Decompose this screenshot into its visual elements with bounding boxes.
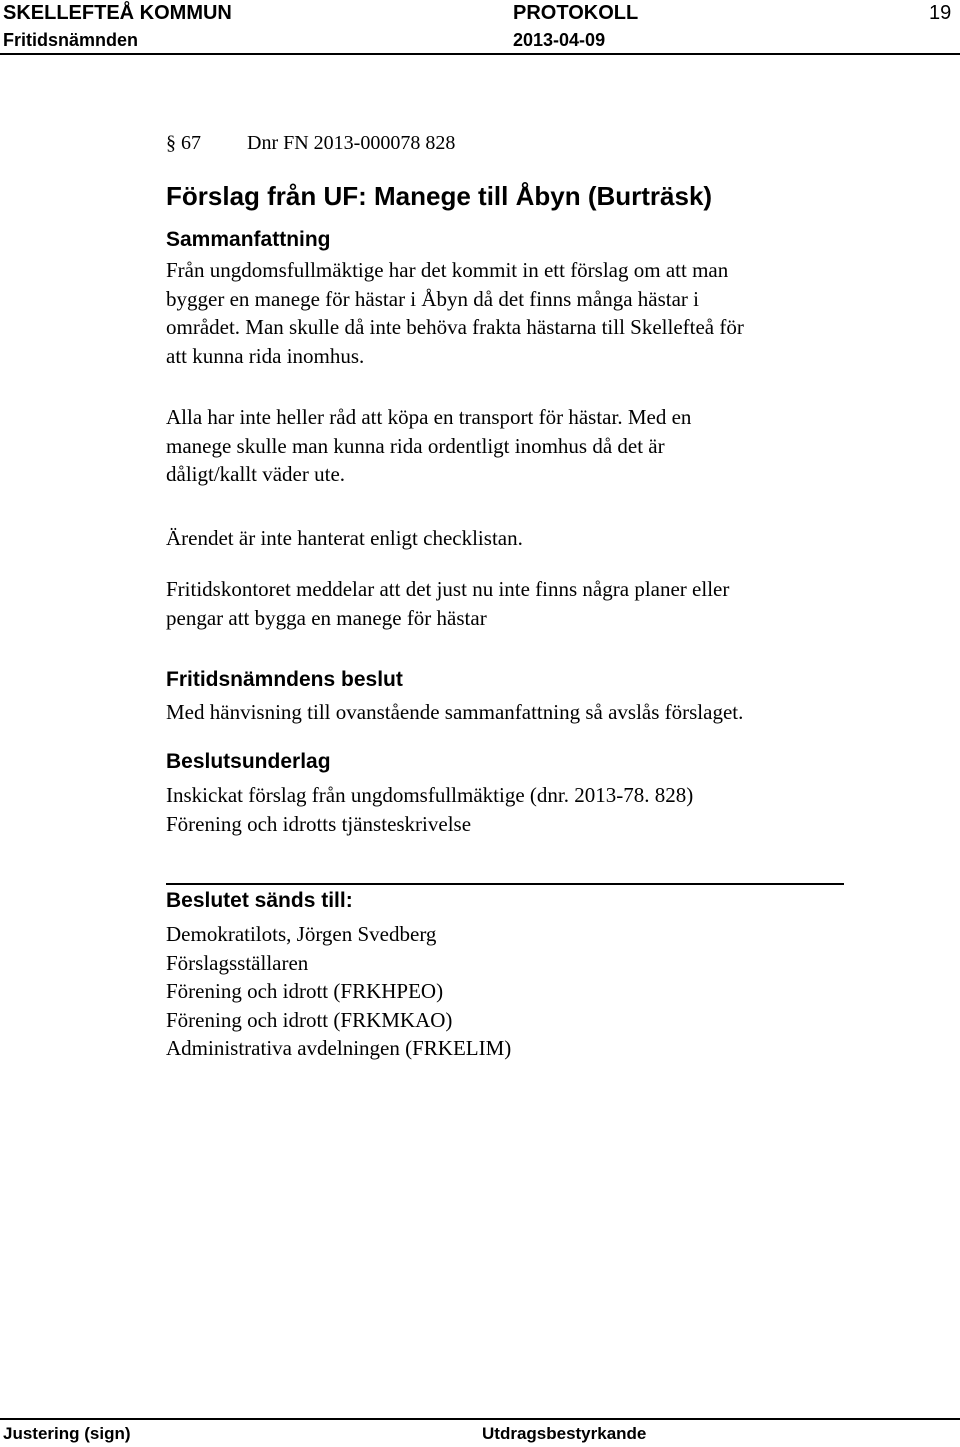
- recipient-list: [166, 920, 511, 1063]
- sent-to-heading: Beslutet sänds till:: [166, 889, 353, 912]
- text-line: bygger en manege för hästar i Åbyn då det finns många hästar i: [166, 286, 699, 311]
- recipient-item: Förslagsställaren: [166, 950, 309, 975]
- text-line: Alla har inte heller råd att köpa en transport för hästar. Med en: [166, 405, 692, 429]
- meeting-date: 2013-04-09: [513, 30, 606, 50]
- recipient-item: Förening och idrott (FRKMKAO): [166, 1007, 453, 1032]
- summary-heading: Sammanfattning: [166, 228, 331, 251]
- committee-name: Fritidsnämnden: [3, 30, 139, 50]
- summary-paragraph-3: Ärendet är inte hanterat enligt checklistan.: [166, 526, 523, 550]
- text-line: att kunna rida inomhus.: [166, 343, 365, 368]
- decision-heading: Fritidsnämndens beslut: [166, 668, 403, 691]
- case-reference: [166, 129, 455, 158]
- text-line: dåligt/kallt väder ute.: [166, 462, 346, 486]
- decision-text: Med hänvisning till ovanstående sammanfattning så avslås förslaget.: [166, 700, 744, 724]
- paragraph-number: § 67: [166, 132, 201, 154]
- page-number: 19: [929, 2, 952, 24]
- municipality-name: SKELLEFTEÅ KOMMUN: [3, 2, 232, 24]
- section-rule: [166, 883, 844, 885]
- footer-signature-label: Justering (sign): [3, 1424, 131, 1443]
- text-line: Fritidskontoret meddelar att det just nu inte finns några planer eller: [166, 577, 730, 601]
- summary-paragraph-2: [166, 403, 691, 489]
- header-divider: [0, 53, 960, 55]
- basis-item: Förening och idrotts tjänsteskrivelse: [166, 811, 472, 836]
- footer-divider: [0, 1418, 960, 1420]
- summary-paragraph-1: [166, 256, 744, 370]
- recipient-item: Administrativa avdelningen (FRKELIM): [166, 1036, 512, 1060]
- recipient-item: Förening och idrott (FRKHPEO): [166, 979, 444, 1003]
- case-title: Förslag från UF: Manege till Åbyn (Burträsk): [166, 181, 713, 211]
- footer-certification-label: Utdragsbestyrkande: [482, 1424, 647, 1443]
- text-line: området. Man skulle då inte behöva frakta hästarna till Skellefteå för: [166, 315, 744, 339]
- basis-heading: Beslutsunderlag: [166, 750, 331, 773]
- recipient-item: Demokratilots, Jörgen Svedberg: [166, 922, 437, 946]
- text-line: Från ungdomsfullmäktige har det kommit in ett förslag om att man: [166, 258, 729, 282]
- text-line: manege skulle man kunna rida ordentligt inomhus då det är: [166, 433, 665, 458]
- summary-paragraph-4: [166, 575, 729, 632]
- document-type: PROTOKOLL: [513, 2, 639, 24]
- case-dnr: Dnr FN 2013-000078 828: [247, 132, 456, 154]
- basis-list: [166, 781, 693, 838]
- text-line: pengar att bygga en manege för hästar: [166, 605, 487, 630]
- basis-item: Inskickat förslag från ungdomsfullmäktige (dnr. 2013-78. 828): [166, 783, 694, 807]
